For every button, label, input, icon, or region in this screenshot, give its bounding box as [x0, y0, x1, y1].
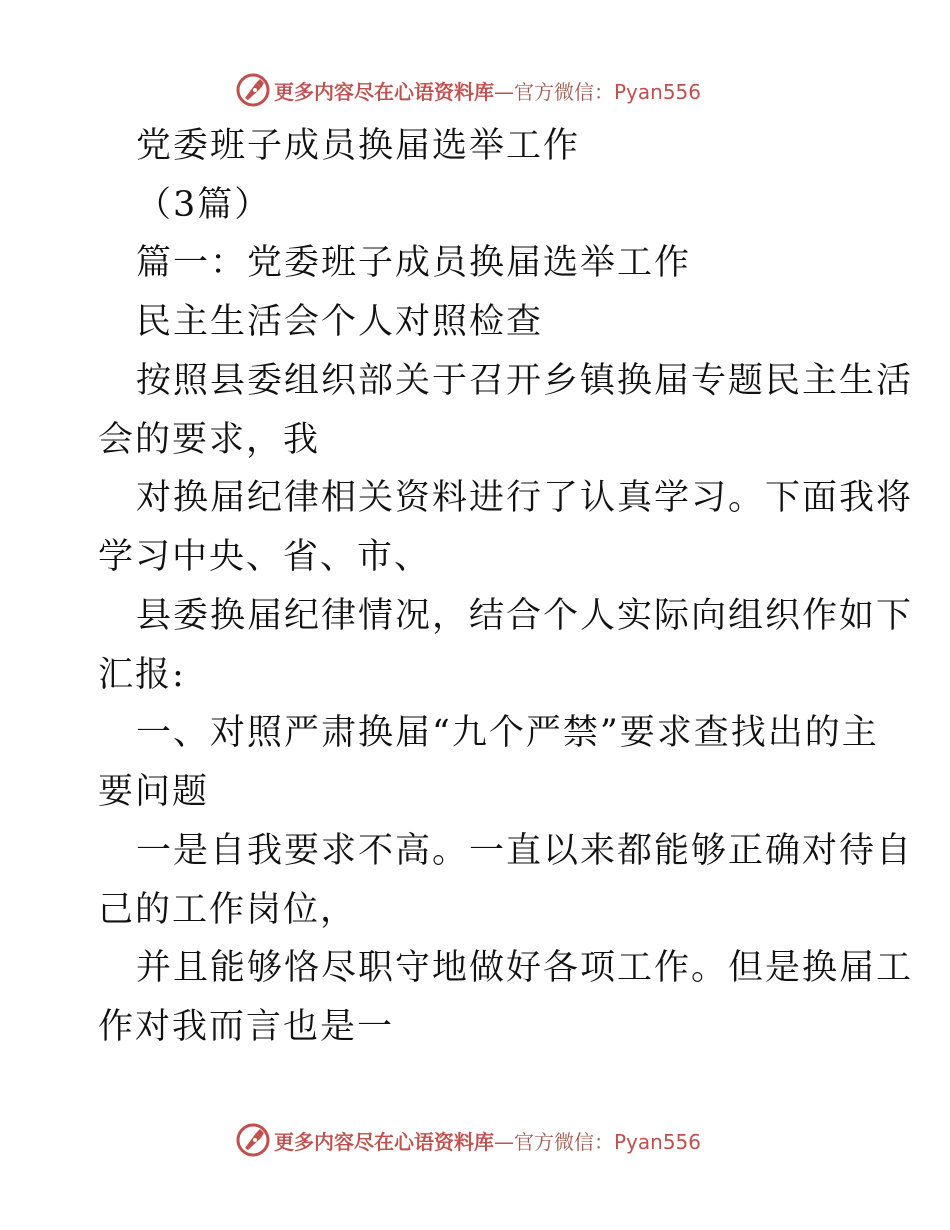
banner-official-label: 官方微信：: [514, 1129, 614, 1154]
header-watermark-banner: [236, 73, 701, 107]
banner-text: [274, 76, 701, 105]
pen-nib-circle-icon: [236, 1123, 270, 1157]
doc-paragraph-line: 对换届纪律相关资料进行了认真学习。下面我将: [136, 478, 914, 518]
banner-dash: —: [494, 1129, 514, 1154]
doc-paragraph-line: 县委换届纪律情况，结合个人实际向组织作如下: [136, 596, 914, 636]
banner-account: Pyan556: [614, 79, 702, 104]
doc-paragraph-line: 一是自我要求不高。一直以来都能够正确对待自: [136, 831, 914, 871]
pen-nib-circle-icon: [236, 73, 270, 107]
banner-dash: —: [494, 79, 514, 104]
banner-account: Pyan556: [614, 1129, 702, 1154]
footer-watermark-banner: [236, 1123, 701, 1157]
banner-main-text: 更多内容尽在心语资料库: [274, 79, 494, 104]
doc-paragraph-line: 己的工作岗位，: [98, 890, 358, 930]
banner-official-label: 官方微信：: [514, 79, 614, 104]
doc-paragraph-line: 一、对照严肃换届“九个严禁”要求查找出的主: [136, 713, 879, 753]
doc-paragraph-line: 汇报:: [98, 655, 186, 695]
doc-subtitle: （3篇）: [136, 185, 272, 225]
doc-paragraph-line: 按照县委组织部关于召开乡镇换届专题民主生活: [136, 361, 914, 401]
banner-main-text: 更多内容尽在心语资料库: [274, 1129, 494, 1154]
doc-paragraph-line: 作对我而言也是一: [98, 1007, 395, 1047]
doc-title: 党委班子成员换届选举工作: [136, 126, 581, 166]
doc-paragraph-line: 会的要求，我: [98, 420, 321, 460]
doc-section-subheading: 民主生活会个人对照检查: [136, 302, 544, 342]
banner-text: [274, 1126, 701, 1155]
doc-section-heading: 篇一：党委班子成员换届选举工作: [136, 243, 692, 283]
doc-paragraph-line: 并且能够恪尽职守地做好各项工作。但是换届工: [136, 948, 914, 988]
doc-paragraph-line: 要问题: [98, 772, 210, 812]
doc-paragraph-line: 学习中央、省、市、: [98, 537, 432, 577]
